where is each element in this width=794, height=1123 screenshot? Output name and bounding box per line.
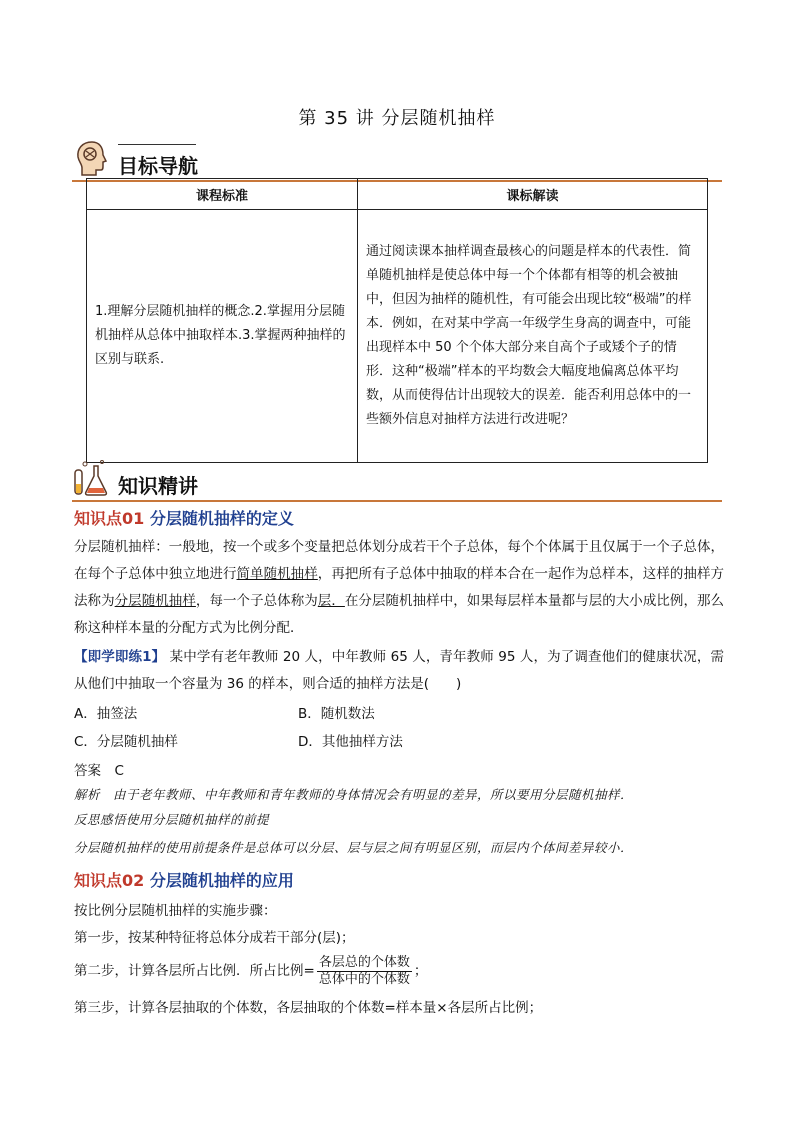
- practice-label: 【即学即练1】: [74, 649, 166, 665]
- term-simple-random-sampling: 简单随机抽样: [236, 566, 318, 582]
- section-knowledge-title: 知识精讲: [118, 474, 198, 498]
- answer-text: 答案 C: [74, 763, 124, 779]
- choice-b: B．随机数法: [298, 706, 375, 722]
- term-stratified-sampling: 分层随机抽样: [114, 593, 196, 609]
- reflection-text: 分层随机抽样的使用前提条件是总体可以分层、层与层之间有明显区别，而层内个体间差异较小．: [74, 840, 634, 855]
- knowledge-point-1-number: 知识点01: [74, 509, 145, 528]
- knowledge-point-1-heading: 分层随机抽样的定义: [149, 509, 294, 528]
- knowledge-point-2-heading: 分层随机抽样的应用: [149, 871, 294, 890]
- table-header-interpretation: 课标解读: [358, 179, 708, 210]
- choice-d: D．其他抽样方法: [298, 734, 403, 750]
- choice-c: C．分层随机抽样: [74, 734, 178, 750]
- section-objectives-header: [72, 138, 722, 182]
- table-row: [87, 210, 708, 463]
- knowledge-point-2-number: 知识点02: [74, 871, 145, 890]
- brain-head-icon: [72, 138, 112, 178]
- practice-question: 【即学即练1】 某中学有老年教师 20 人，中年教师 65 人，青年教师 95 人，为了调查他们的健康状况，需从他们中抽取一个容量为 36 的样本，则合适的抽样方法是( ): [74, 649, 724, 692]
- fraction-denominator: 总体中的个体数: [318, 971, 410, 987]
- table-header-standard: 课程标准: [87, 179, 358, 210]
- table-cell-standard: 1.理解分层随机抽样的概念.2.掌握用分层随机抽样从总体中抽取样本.3.掌握两种抽样的区别与联系.: [87, 210, 358, 463]
- step-2: 第二步，计算各层所占比例．所占比例= $\frac{\text{各层总的个体数}}{\text{总体中的个体数}}$ ；: [74, 954, 428, 987]
- analysis-text: 解析 由于老年教师、中年教师和青年教师的身体情况会有明显的差异，所以要用分层随机抽样．: [74, 787, 634, 802]
- term-stratum: 层．: [317, 593, 345, 609]
- knowledge-point-2-title: [74, 868, 294, 891]
- definition-paragraph: 分层随机抽样：一般地，按一个或多个变量把总体划分成若干个子总体，每个个体属于且仅属于一个子总体，在每个子总体中独立地进行简单随机抽样，再把所有子总体中抽取的样本合在一起作为总样本，这样的抽样方法称为分层随机抽样，每一个子总体称为层．在分层随机抽样中，如果每层样本量都与层的大小成比例，那么称这种样本量的分配方式为比例分配．: [74, 539, 725, 636]
- step-3: 第三步，计算各层抽取的个体数，各层抽取的个体数=样本量×各层所占比例；: [74, 1000, 543, 1016]
- knowledge-point-1-title: [74, 506, 294, 529]
- section-objectives-title: 目标导航: [118, 154, 198, 178]
- table-cell-interpretation: 通过阅读课本抽样调查最核心的问题是样本的代表性．简单随机抽样是使总体中每一个个体都有相等的机会被抽中，但因为抽样的随机性，有可能会出现比较“极端”的样本．例如，在对某中学高一年级学生身高的调查中，可能出现样本中 50 个个体大部分来自高个子或矮个子的情形．这种“极端”样本的平均数会大幅度地偏离总体平均数，从而使得估计出现较大的误差．能否利用总体中的一些额外信息对抽样方法进行改进呢？: [358, 210, 708, 463]
- section-knowledge-header: [72, 458, 722, 502]
- reflection-title: 反思感悟使用分层随机抽样的前提: [74, 812, 270, 827]
- table-header-row: [87, 179, 708, 210]
- lab-flask-icon: [72, 458, 112, 498]
- proportion-fraction: [317, 955, 412, 988]
- fraction-numerator: 各层总的个体数: [318, 954, 410, 970]
- step-1: 第一步，按某种特征将总体分成若干部分(层)；: [74, 930, 355, 946]
- choice-a: A．抽签法: [74, 706, 138, 722]
- page-title: 第 35 讲 分层随机抽样: [298, 108, 496, 129]
- steps-intro: 按比例分层随机抽样的实施步骤：: [74, 903, 277, 919]
- objectives-table: [86, 178, 708, 463]
